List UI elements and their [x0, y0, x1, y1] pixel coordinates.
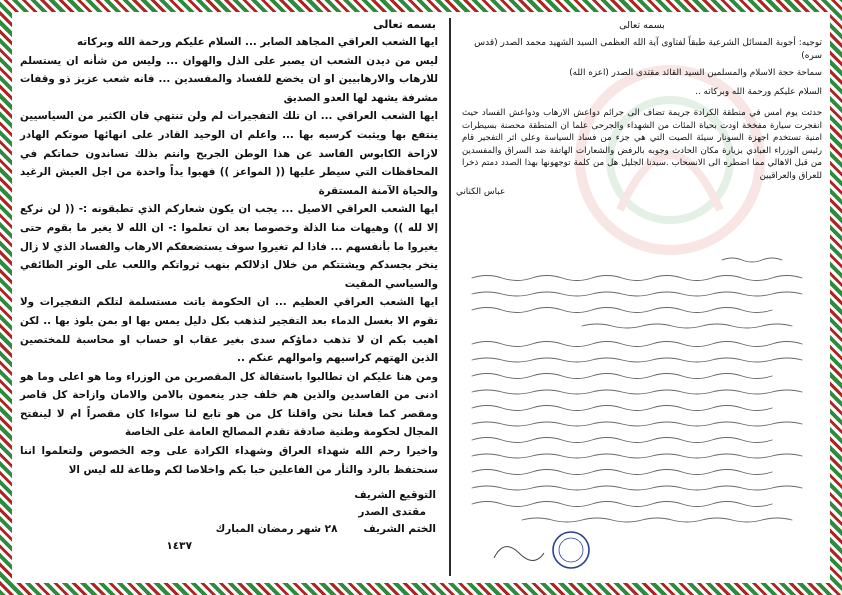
statement-paragraph-6: ومن هنا عليكم ان تطالبوا باستقالة كل المقصرين من الوزراء وما هو اعلى وما هو ادنى من الفاسدين والذين هم خلف جدر ينعمون بالامن والامان وازاحة كل قاصر ومقصر كما فعلنا نحن واقلنا كل من هو تابع لنا سواءا كان مقصراً ام لا لينفتح المجال لحكومة وطنية صادقة تقدم المصالح العامة على الخاصة [20, 370, 438, 439]
signature-label: التوقيع الشريف [354, 489, 436, 502]
seal-label: الختم الشريف [363, 523, 436, 536]
statement-paragraph-4: ايها الشعب العراقي الاصيل ... يجب ان يكون شعاركم الذي تطبقونه :- (( لن نركع إلا لله )) وهيهات منا الذلة وخصوصا بعد ان تعلموا :- ان الله لا يغير ما بقوم حتى يغيروا ما بأنفسهم ... فاذا لم تغيروا سوف يستضعفكم الارهاب والفساد الذي لا زال ينخر بجسدكم ويشتتكم من خلال اذلالكم بنهب ثرواتكم واللعب على الوتر الطائفي والسياسي المقيت [20, 203, 438, 290]
statement-paragraph-1: ايها الشعب العراقي المجاهد الصابر ... السلام عليكم ورحمة الله وبركاته [76, 36, 438, 48]
question-answer-panel [456, 16, 828, 579]
statement-paragraph-7: واخيرا رحم الله شهداء العراق وشهداء الكرادة على وجه الخصوص ولتعلموا اننا سنحتفظ بالرد والثأر من الفاعلين حبا بكم واخلاصا لكم وطاعة لله ليس الا [20, 445, 438, 476]
question-greeting: السلام عليكم ورحمة الله وبركاته .. [695, 87, 822, 97]
seal-date-row [16, 521, 436, 538]
typed-statement-panel [16, 16, 442, 579]
year-text: ١٤٣٧ [166, 540, 192, 553]
seal-stamps [486, 528, 606, 573]
statement-paragraph-3: ايها الشعب العراقي ... ان تلك التفجيرات لم ولن تنتهي فان الكثير من السياسيين ينتفع بها ويثبت كرسيه بها ... واعلم ان الوحيد القادر على انهائها صوتكم الهادر لازاحة الكابوس الفاسد عن هذا الوطن الجريح وانتم بذلك تساندون حماتكم في المحافظات التي سيطر عليها (( المواعز )) فهبوا يداً واحدة من اجل العيش الرغيد والحياة الآمنة المستقرة [20, 110, 438, 197]
statement-paragraph-2: ليس من ديدن الشعب ان يصبر على الذل والهوان ... وليس من شأنه ان يستسلم للارهاب والارهابيين او ان يخضع للفساد والمفسدين ... فانه شعب عزيز ذو وقفات مشرفة يشهد لها العدو الصديق [20, 54, 438, 104]
handwritten-answer [462, 254, 822, 534]
column-divider [449, 18, 451, 576]
right-heading: بسمه تعالى [619, 20, 665, 31]
statement-paragraph-5: ايها الشعب العراقي العظيم ... ان الحكومة باتت مستسلمة لتلكم التفجيرات ولا تقوم الا بغسل الدماء بعد التفجير لتذهب بكل دليل يمس بها او بمن يلوذ بها .. لكن اهيب بكم ان لا تذهب دماؤكم سدى بغير عقاب او حساب او محاسبة للمختصين الذين الهتهم كراسيهم واموالهم عنكم .. [20, 296, 438, 365]
questioner-name: عباس الكناني [456, 186, 506, 197]
question-addressee: سماحة حجة الاسلام والمسلمين السيد القائد مقتدى الصدر (اعزه الله) [569, 68, 822, 78]
date-text: ٢٨ شهر رمضان المبارك [215, 523, 338, 536]
signer-name: مقتدى الصدر [358, 506, 426, 519]
left-heading: بسمه تعالى [373, 18, 436, 31]
question-body: حدثت يوم امس في منطقة الكرادة جريمة تضاف الى جرائم دواعش الارهاب ودواعش الفساد حيث انفجرت سيارة مفخخة اودت بحياة المئات من الشهداء والجرحى علما ان المنطقة محصنة بسيطرات امنية تستخدم اجهزة السونار سيئة الصيت التي هي جزء من فساد السياسة وعلى اثر التفجير قام رئيس الوزراء العبادي بزيارة مكان الحادث وجوبه بالرفض والشعارات الهاتفة ضد السراق والمفسدين من قبل الاهالي مما اضطره الى الانسحاب .سيدنا الجليل هل من كلمة توجهونها بهذا الصدد دمتم ذخرا للعراق والعراقيين [462, 108, 822, 181]
question-title: توجيه: أجوبة المسائل الشرعية طبقاً لفتاوى آية الله العظمى السيد الشهيد محمد الصدر (قدس سره) [474, 38, 822, 61]
